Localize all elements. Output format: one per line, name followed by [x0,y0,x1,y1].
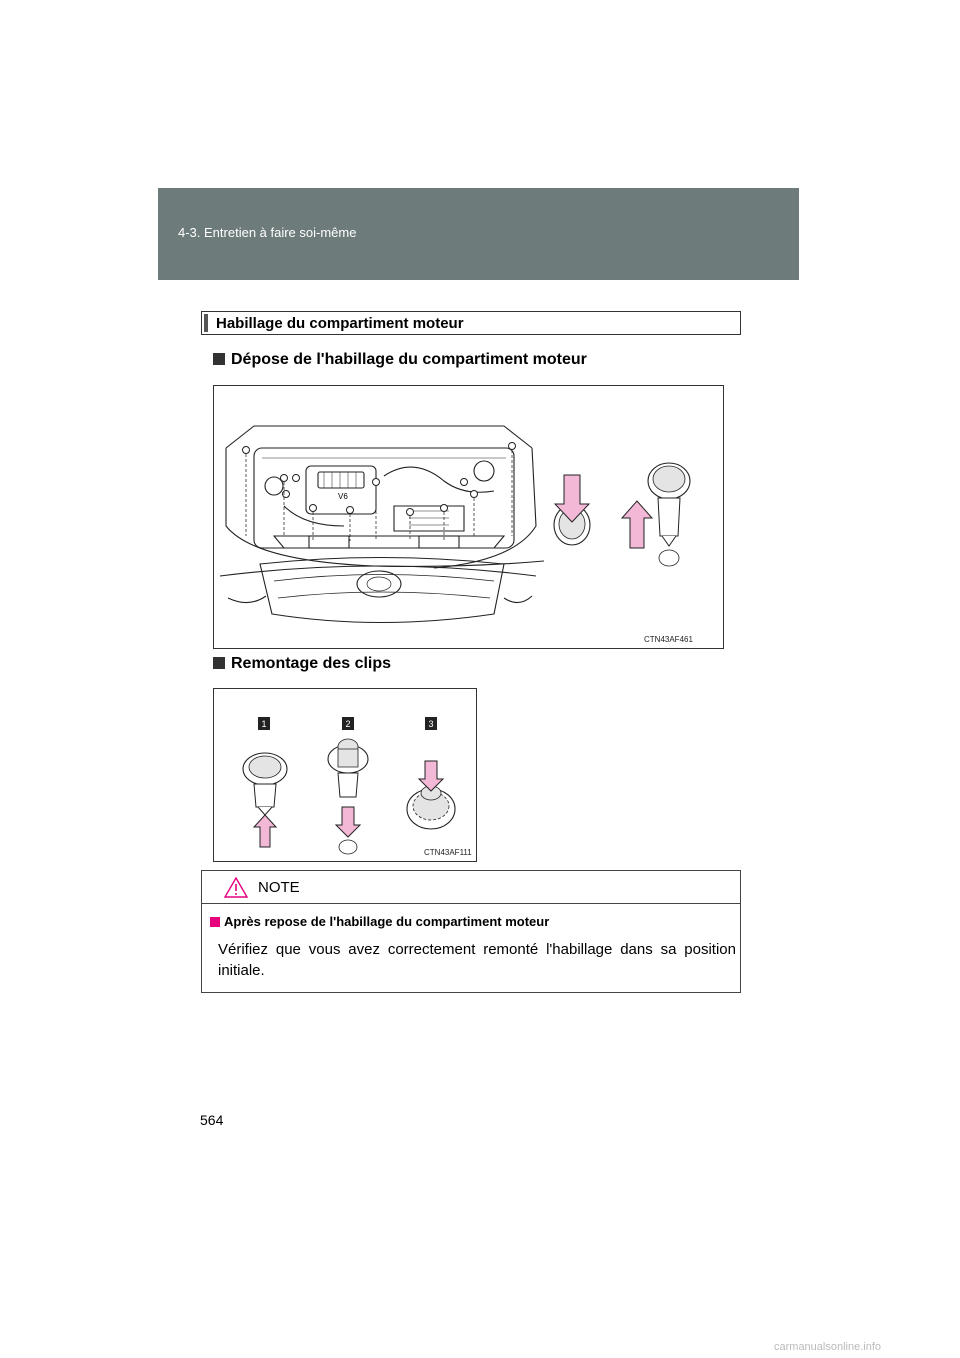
step-marker-2 [342,717,354,730]
square-bullet-icon [213,657,225,669]
note-header [202,871,740,904]
svg-text:2: 2 [345,719,351,729]
figure-code-engine: CTN43AF461 [644,635,693,644]
svg-text:3: 3 [428,719,434,729]
clip-step-1 [243,753,287,847]
step-marker-1 [258,717,270,730]
watermark: carmanualsonline.info [774,1341,882,1353]
clip-step-2 [328,739,368,854]
subheading-removal-text: Dépose de l'habillage du compartiment moteur [231,351,587,368]
note-label: NOTE [258,879,300,896]
clip-reinstall-illustration [214,689,476,861]
clip-push-down-illustration [554,475,590,545]
arrow-down-icon [336,807,360,837]
engine-compartment-figure [213,385,724,649]
arrow-up-icon [254,815,276,847]
note-subtitle [210,914,549,929]
engine-v6-label: V6 [338,492,348,501]
square-bullet-icon [213,353,225,365]
note-body: Vérifiez que vous avez correctement remonté l'habillage dans sa position initiale. [218,941,736,979]
clip-reinstall-figure [213,688,477,862]
page-number: 564 [200,1112,224,1128]
svg-text:1: 1 [261,719,267,729]
arrow-up-icon [622,501,652,548]
subheading-reinstall [213,655,391,673]
figure-code-clips: CTN43AF111 [424,848,472,857]
subheading-removal [213,351,587,369]
clip-pull-up-illustration [622,463,690,566]
warning-triangle-icon [224,877,248,898]
step-marker-3 [425,717,437,730]
note-subtitle-text: Après repose de l'habillage du compartiment moteur [224,914,550,929]
section-title: Habillage du compartiment moteur [216,315,464,332]
clip-step-3 [407,761,455,829]
section-title-box [201,311,741,335]
engine-compartment-illustration [214,386,723,648]
section-title-bar [204,314,208,332]
header-section-label: 4-3. Entretien à faire soi-même [178,225,357,240]
subheading-reinstall-text: Remontage des clips [231,655,392,672]
note-box [201,870,741,993]
square-bullet-icon [210,917,220,927]
arrow-down-icon [419,761,443,791]
header-band [158,188,799,280]
